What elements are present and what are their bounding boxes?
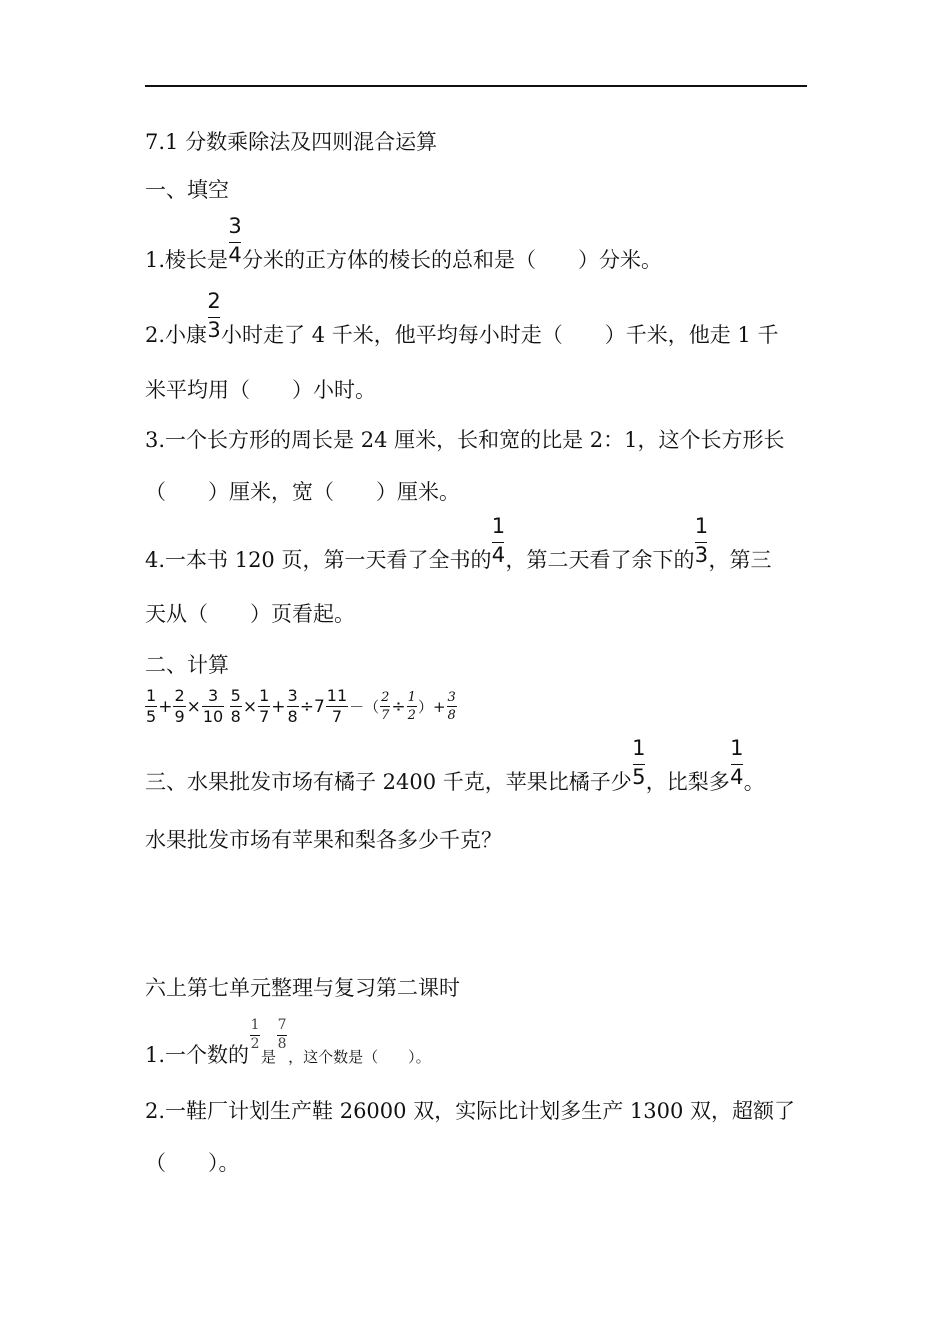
fraction: $\frac{1}{7}$ (259, 686, 270, 726)
review-title: 六上第七单元整理与复习第二课时 (145, 976, 460, 1000)
calculation-row: $\frac{1}{5}$ + $\frac{2}{9}$ × $\frac{3}{10}$ $\frac{5}{8}$ × $\frac{1}{7}$ + $\frac{3}{8}$ ÷7 $\frac{11}{7}$ －（ $\frac{2}{7}$ ÷ $\frac{1}{2}$ ）+ $\frac{3}{8}$ (146, 686, 456, 726)
fraction: $\frac{3}{8}$ (287, 686, 298, 726)
fraction: $\frac{11}{7}$ (326, 686, 348, 726)
fraction: $\frac{2}{3}$ (207, 289, 221, 342)
review-question-2-line2: （ ）。 (145, 1151, 240, 1175)
question-2: 2.小康 $\frac{2}{3}$ 小时走了 4 千米，他平均每小时走（ ）千米，他走 1 千 (145, 289, 779, 347)
fraction: $\frac{1}{4}$ (730, 736, 744, 789)
review-question-1: 1.一个数的 $\frac{1}{2}$ 是 $\frac{7}{8}$ ，这个数是（ ）。 (145, 1017, 431, 1067)
question-4: 4.一本书 120 页，第一天看了全书的 $\frac{1}{4}$ ，第二天看了余下的 $\frac{1}{3}$ ，第三 (145, 514, 772, 572)
fraction: $\frac{3}{4}$ (228, 214, 242, 267)
page-title: 7.1 分数乘除法及四则混合运算 (145, 130, 438, 154)
question-2-line2: 米平均用（ ）小时。 (145, 378, 376, 402)
header-rule (145, 85, 807, 87)
fraction: $\frac{3}{8}$ (447, 690, 456, 723)
question-4-line2: 天从（ ）页看起。 (145, 602, 355, 626)
fraction: $\frac{5}{8}$ (230, 686, 241, 726)
fraction: $\frac{1}{2}$ (407, 690, 416, 723)
fraction: $\frac{1}{3}$ (694, 514, 709, 567)
review-question-2: 2.一鞋厂计划生产鞋 26000 双，实际比计划多生产 1300 双，超额了 (145, 1099, 795, 1123)
fraction: $\frac{1}{4}$ (491, 514, 506, 567)
question-1: 1.棱长是 $\frac{3}{4}$ 分米的正方体的棱长的总和是（ ）分米。 (145, 214, 663, 272)
fraction: $\frac{3}{10}$ (202, 686, 224, 726)
fraction: $\frac{2}{7}$ (381, 690, 390, 723)
fraction: $\frac{1}{5}$ (146, 686, 157, 726)
question-3-line2: （ ）厘米，宽（ ）厘米。 (145, 480, 460, 504)
section-word-problem: 三、水果批发市场有橘子 2400 千克，苹果比橘子少 $\frac{1}{5}$ ，比梨多 $\frac{1}{4}$ 。 (145, 736, 765, 794)
fraction: $\frac{1}{2}$ (250, 1017, 260, 1052)
section-fill-blank: 一、填空 (145, 178, 229, 202)
fraction: $\frac{7}{8}$ (277, 1017, 287, 1052)
fraction: $\frac{2}{9}$ (174, 686, 185, 726)
section-calculation: 二、计算 (145, 653, 229, 677)
word-problem-line2: 水果批发市场有苹果和梨各多少千克？ (145, 828, 502, 852)
fraction: $\frac{1}{5}$ (632, 736, 646, 789)
question-3: 3.一个长方形的周长是 24 厘米，长和宽的比是 2：1，这个长方形长 (145, 428, 785, 452)
